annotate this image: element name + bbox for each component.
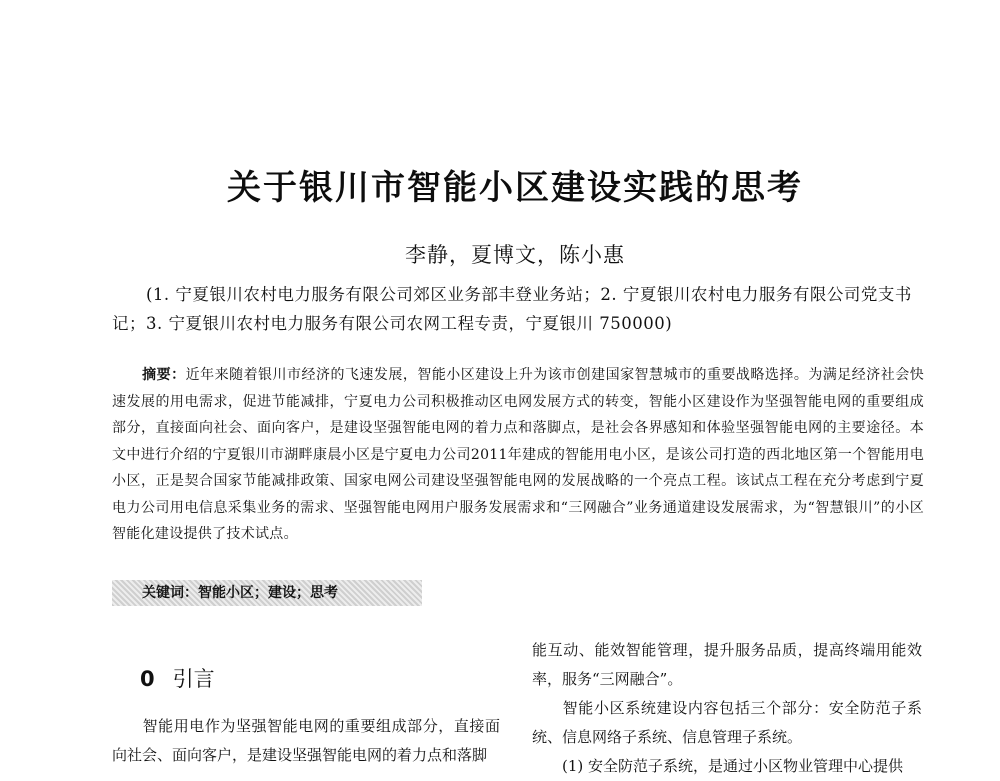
affiliation-text: (1. 宁夏银川农村电力服务有限公司郊区业务部丰登业务站；2. 宁夏银川农村电力服务有限公司党支书记；3. 宁夏银川农村电力服务有限公司农网工程专责，宁夏银川 750000) bbox=[112, 285, 912, 333]
affiliation-block bbox=[112, 280, 924, 338]
paragraph-text: 智能用电作为坚强智能电网的重要组成部分，直接面向社会、面向客户，是建设坚强智能电网的着力点和落脚 bbox=[112, 717, 500, 764]
section-number: 0 bbox=[140, 667, 155, 691]
right-column bbox=[532, 636, 922, 781]
body-paragraph bbox=[532, 694, 922, 752]
abstract-block bbox=[112, 362, 924, 548]
body-paragraph bbox=[532, 752, 922, 781]
body-paragraph bbox=[112, 712, 500, 770]
left-column bbox=[112, 712, 500, 770]
author-list: 李静，夏博文，陈小惠 bbox=[405, 243, 625, 267]
paper-title: 关于银川市智能小区建设实践的思考 bbox=[227, 168, 803, 208]
body-paragraph-continuation: 能互动、能效智能管理，提升服务品质，提高终端用能效率，服务“三网融合”。 bbox=[532, 641, 922, 688]
keywords-line: 关键词：智能小区；建设；思考 bbox=[112, 580, 422, 606]
section-heading bbox=[140, 664, 215, 694]
paragraph-text: 智能小区系统建设内容包括三个部分：安全防范子系统、信息网络子系统、信息管理子系统。 bbox=[532, 699, 922, 746]
section-title: 引言 bbox=[172, 667, 215, 691]
abstract-text: 近年来随着银川市经济的飞速发展，智能小区建设上升为该市创建国家智慧城市的重要战略选择。为满足经济社会快速发展的用电需求，促进节能减排，宁夏电力公司积极推动区电网发展方式的转变，智能小区建设作为坚强智能电网的重要组成部分，直接面向社会、面向客户，是建设坚强智能电网的着力点和落脚点，是社会各界感知和体验坚强智能电网的主要途径。本文中进行介绍的宁夏银川市湖畔康晨小区是宁夏电力公司2011年建成的智能用电小区，是该公司打造的西北地区第一个智能用电小区，正是契合国家节能减排政策、国家电网公司建设坚强智能电网的发展战略的一个亮点工程。该试点工程在充分考虑到宁夏电力公司用电信息采集业务的需求、坚强智能电网用户服务发展需求和“三网融合”业务通道建设发展需求，为“智慧银川”的小区智能化建设提供了技术试点。 bbox=[112, 367, 925, 542]
paragraph-text: (1) 安全防范子系统，是通过小区物业管理中心提供 bbox=[562, 757, 904, 775]
abstract-label: 摘要： bbox=[142, 367, 186, 383]
